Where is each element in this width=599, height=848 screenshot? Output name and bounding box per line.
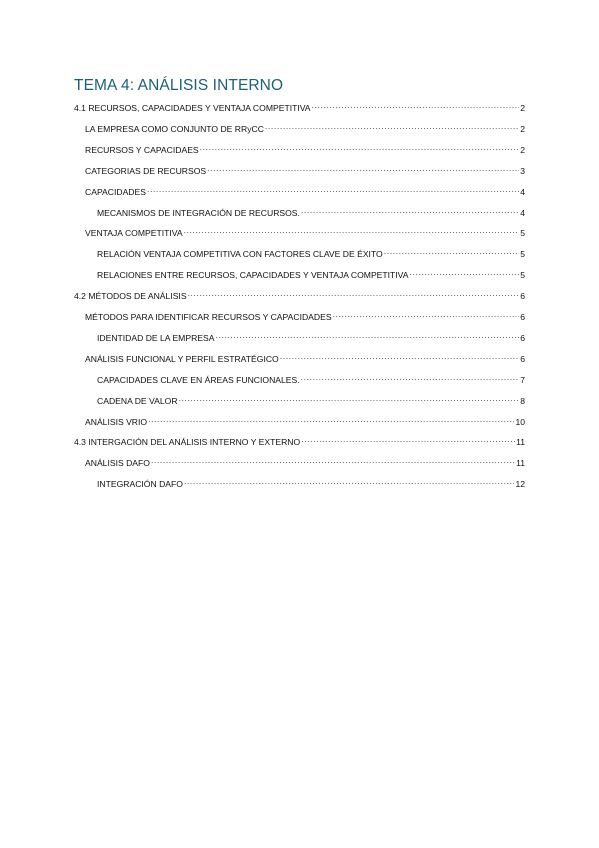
toc-entry-label: ANÁLISIS DAFO [85,458,150,469]
toc-dot-leader [184,475,514,487]
toc-entry-page: 3 [520,165,525,176]
toc-entry-label: CAPACIDADES CLAVE EN ÁREAS FUNCIONALES. [97,374,300,385]
toc-entry-page: 11 [516,437,525,448]
toc-entry-page: 5 [520,270,525,281]
toc-entry-label: RECURSOS Y CAPACIDAES [85,144,199,155]
toc-entry-page: 6 [520,332,525,343]
toc-entry-label: IDENTIDAD DE LA EMPRESA [97,332,215,343]
toc-entry[interactable] [74,287,525,302]
toc-entry-label: ANÁLISIS VRIO [85,416,148,427]
toc-dot-leader [151,454,515,466]
toc-entry-page: 2 [520,144,525,155]
toc-entry-page: 8 [520,395,525,406]
toc-dot-leader [280,350,519,362]
toc-dot-leader [147,183,519,195]
toc-entry[interactable] [85,350,525,362]
toc-dot-leader [333,308,520,320]
toc-entry-page: 6 [520,353,525,364]
toc-entry-page: 11 [516,458,525,469]
toc-entry-page: 10 [515,416,525,427]
toc-entry-label: RELACIONES ENTRE RECURSOS, CAPACIDADES Y VENTAJA COMPETITIVA [97,270,409,281]
toc-entry-label: RELACIÓN VENTAJA COMPETITIVA CON FACTORES CLAVE DE ÉXITO [97,249,383,260]
toc-dot-leader [384,245,519,257]
toc-dot-leader [148,413,514,425]
toc-entry-page: 4 [520,207,525,218]
toc-entry-page: 6 [520,312,525,322]
toc-entry[interactable] [85,141,525,153]
toc-entry[interactable] [85,454,525,469]
toc-entry[interactable] [97,204,525,216]
toc-entry-page: 2 [520,103,525,113]
toc-entry-label: CADENA DE VALOR [97,395,178,406]
toc-entry[interactable] [74,433,525,448]
toc-dot-leader [184,224,520,236]
toc-entry-label: MECANISMOS DE INTEGRACIÓN DE RECURSOS. [97,207,300,218]
toc-entry-label: 4.1 RECURSOS, CAPACIDADES Y VENTAJA COMPETITIVA [74,103,311,113]
toc-entry-page: 7 [520,374,525,385]
toc-entry[interactable] [85,120,525,132]
toc-entry-page: 4 [520,186,525,197]
toc-entry-page: 5 [520,249,525,260]
toc-dot-leader [215,329,519,341]
toc-entry[interactable] [85,308,525,320]
toc-dot-leader [207,162,519,174]
toc-entry-page: 5 [520,228,525,239]
toc-entry-label: MÉTODOS PARA IDENTIFICAR RECURSOS Y CAPACIDADES [85,312,332,322]
toc-entry[interactable] [74,99,525,111]
toc-entry[interactable] [97,371,525,383]
toc-dot-leader [265,120,519,132]
toc-entry[interactable] [97,245,525,260]
toc-entry-page: 12 [515,479,525,490]
toc-entry-label: ANÁLISIS FUNCIONAL Y PERFIL ESTRATÉGICO [85,353,279,364]
toc-dot-leader [301,433,515,445]
toc-dot-leader [200,141,520,153]
toc-entry[interactable] [97,329,525,341]
toc-entry-label: LA EMPRESA COMO CONJUNTO DE RRyCC [85,123,264,134]
toc-entry-page: 6 [520,291,525,302]
toc-entry-label: CATEGORIAS DE RECURSOS [85,165,207,176]
toc-entry[interactable] [85,413,525,425]
toc-entry[interactable] [97,266,525,281]
toc-dot-leader [410,266,520,278]
toc-entry-label: VENTAJA COMPETITIVA [85,228,183,239]
toc-entry-label: 4.3 INTERGACIÓN DEL ANÁLISIS INTERNO Y EXTERNO [74,437,301,448]
toc-entry[interactable] [97,392,525,404]
toc-dot-leader [188,287,520,299]
toc-entry[interactable] [85,183,525,195]
toc-dot-leader [301,371,520,383]
toc-title: TEMA 4: ANÁLISIS INTERNO [74,77,284,94]
toc-dot-leader [312,99,520,111]
toc-entry-page: 2 [520,123,525,134]
toc-entry[interactable] [97,475,525,490]
toc-dot-leader [179,392,520,404]
toc-entry[interactable] [85,162,525,174]
toc-entry[interactable] [85,224,525,239]
toc-dot-leader [301,204,519,216]
toc-entry-label: INTEGRACIÓN DAFO [97,479,183,490]
toc-entry-label: 4.2 MÉTODOS DE ANÁLISIS [74,291,187,302]
toc-entry-label: CAPACIDADES [85,186,146,197]
